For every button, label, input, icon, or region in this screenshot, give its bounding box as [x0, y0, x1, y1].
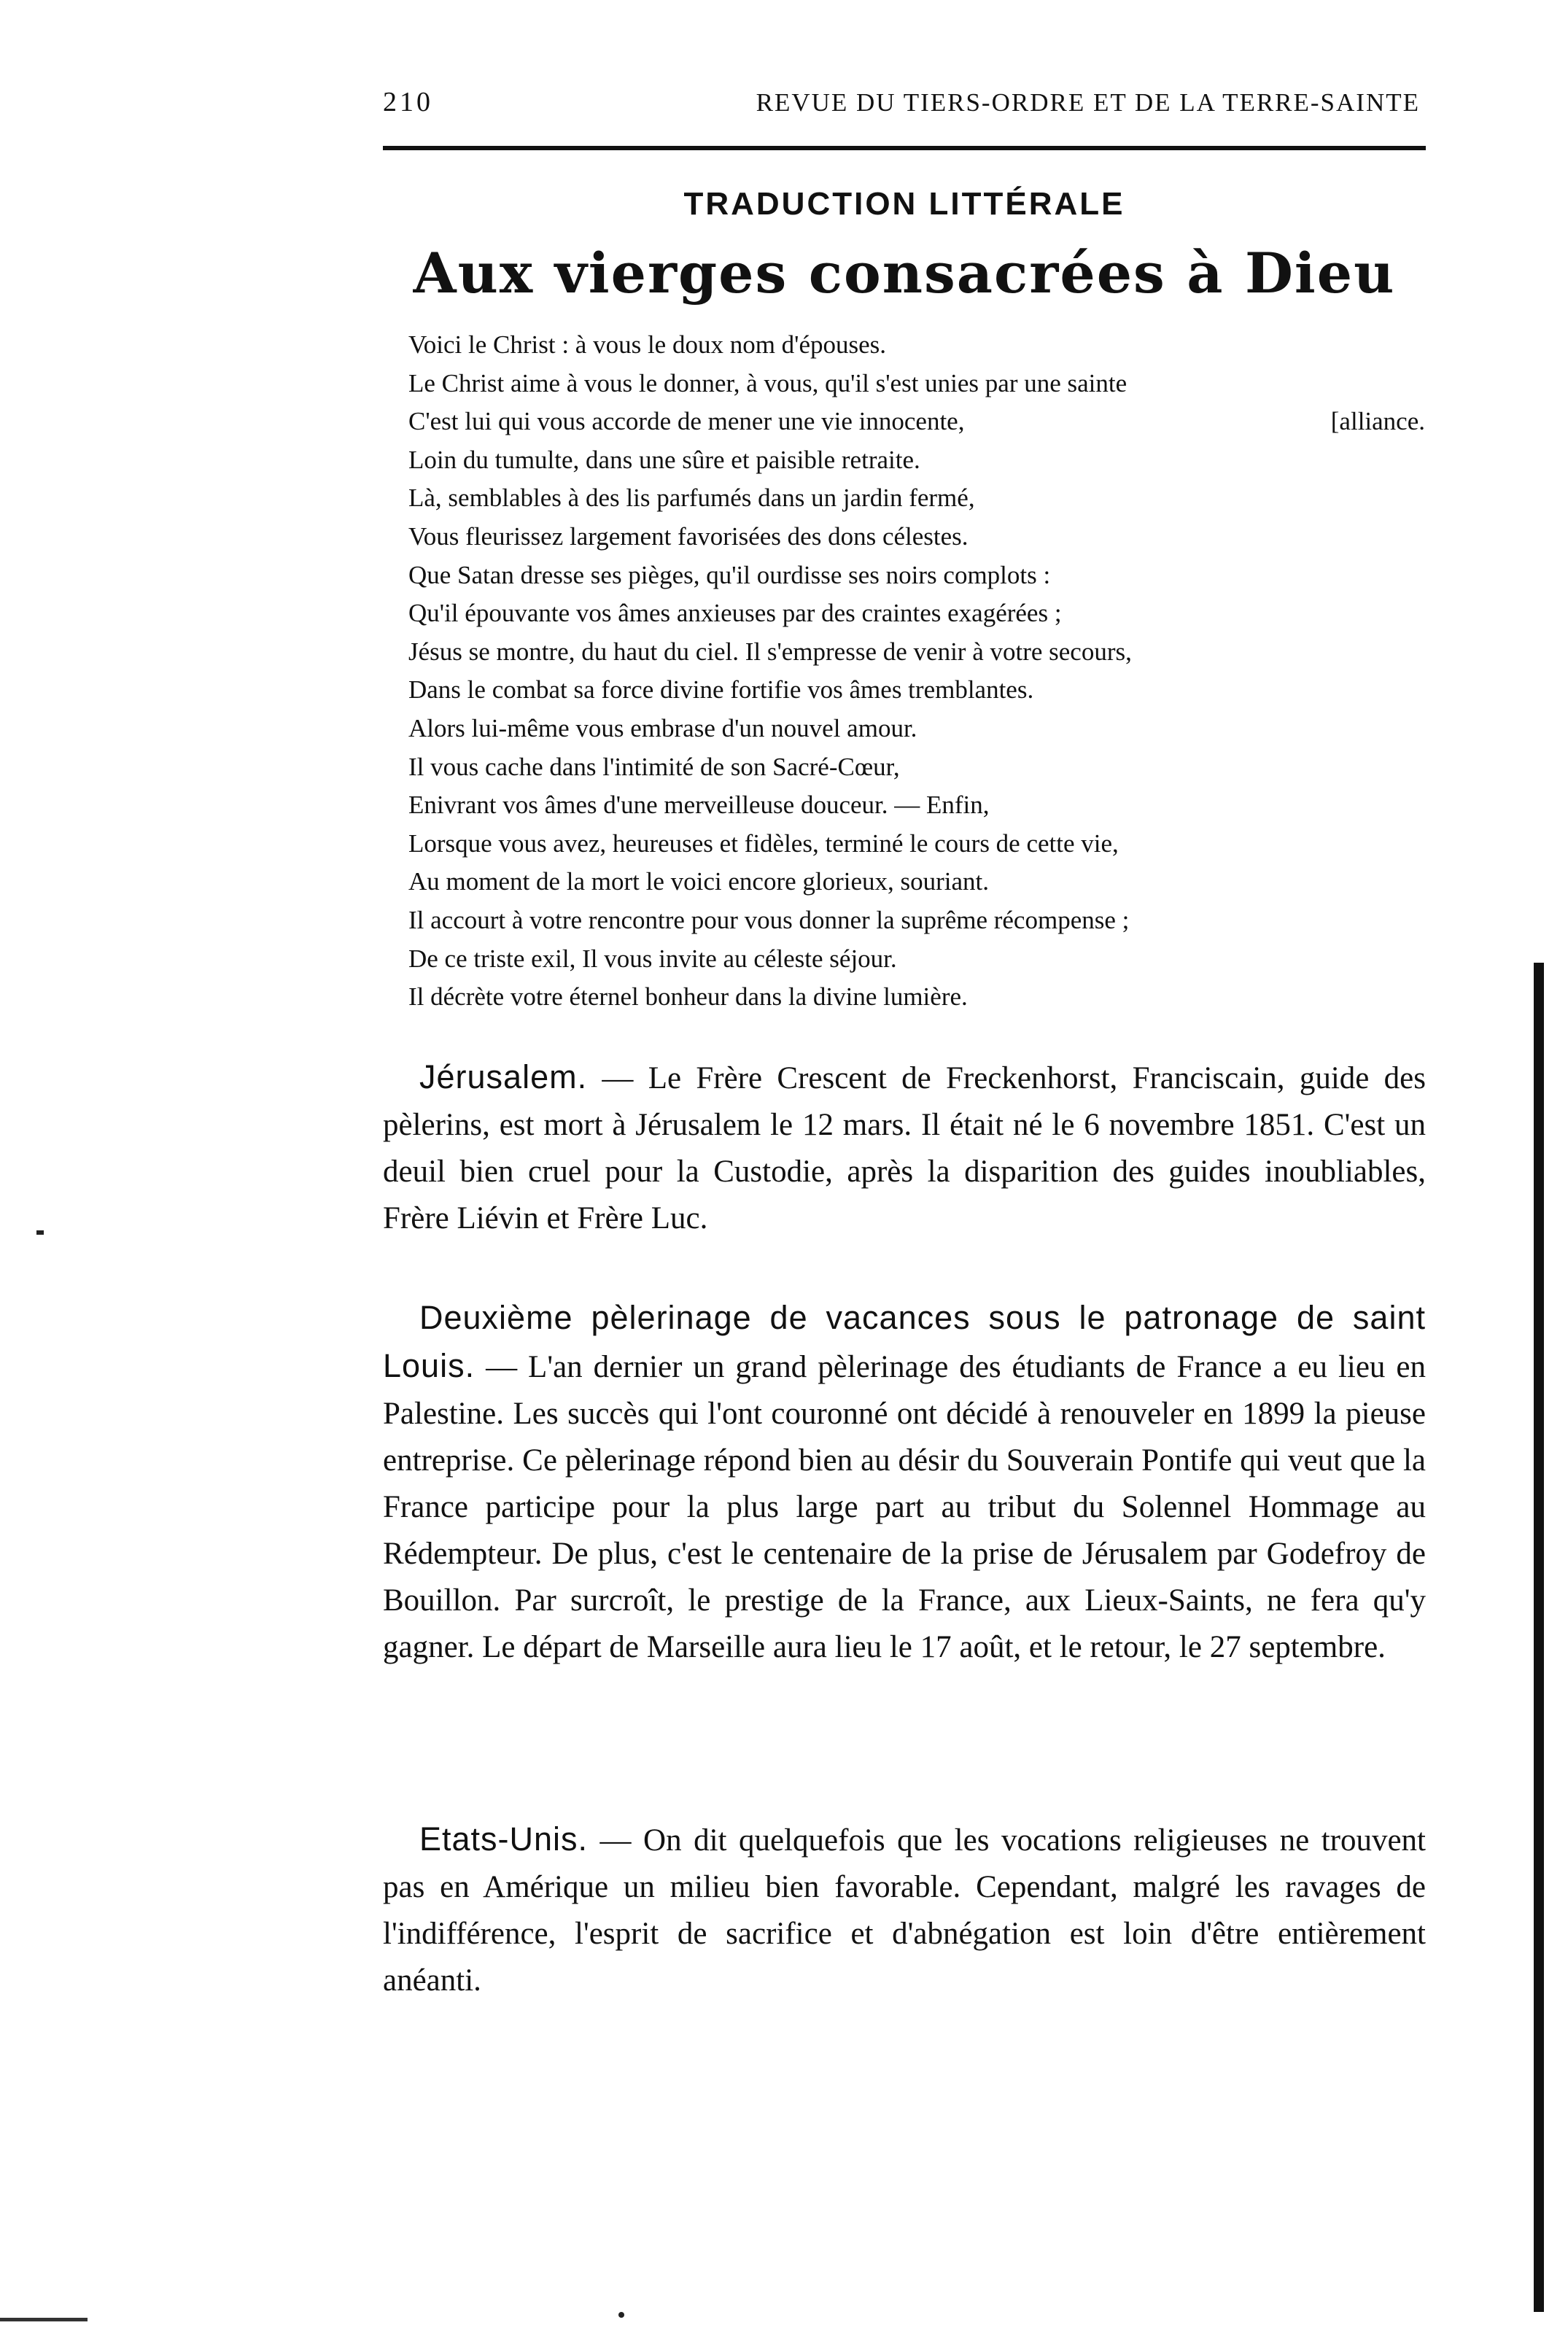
poem-line: Il vous cache dans l'intimité de son Sacré-Cœur, [408, 752, 900, 781]
poem-line-text: C'est lui qui vous accorde de mener une vie innocente, [408, 407, 965, 436]
poem-line: Que Satan dresse ses pièges, qu'il ourdisse ses noirs complots : [408, 560, 1051, 589]
news-item-lead: Jérusalem. [419, 1058, 588, 1095]
section-heading: TRADUCTION LITTÉRALE [683, 186, 1125, 222]
scan-smudge [0, 2318, 88, 2321]
news-item-united-states [383, 1816, 1426, 2004]
poem-line: Le Christ aime à vous le donner, à vous, qu'il s'est unies par une sainte [408, 368, 1128, 397]
poem-line: Qu'il épouvante vos âmes anxieuses par des craintes exagérées ; [408, 599, 1062, 628]
poem-line: Jésus se montre, du haut du ciel. Il s'empresse de venir à votre secours, [408, 637, 1132, 666]
poem-title: Aux vierges consacrées à Dieu [413, 241, 1396, 306]
news-item-pilgrimage [383, 1295, 1426, 1671]
poem-line: Il accourt à votre rencontre pour vous donner la suprême récompense ; [408, 905, 1130, 934]
page-number: 210 [383, 87, 433, 117]
poem [408, 326, 1429, 1017]
poem-line: Loin du tumulte, dans une sûre et paisible retraite. [408, 445, 920, 474]
news-item-jerusalem [383, 1054, 1426, 1242]
scan-speck [618, 2312, 624, 2318]
running-title: REVUE DU TIERS-ORDRE ET DE LA TERRE-SAINTE [756, 88, 1420, 117]
poem-line: Voici le Christ : à vous le doux nom d'épouses. [408, 330, 887, 359]
poem-line [408, 403, 1429, 441]
poem-line: Alors lui-même vous embrase d'un nouvel amour. [408, 713, 917, 742]
poem-line: Enivrant vos âmes d'une merveilleuse douceur. — Enfin, [408, 791, 990, 820]
poem-line: Lorsque vous avez, heureuses et fidèles, terminé le cours de cette vie, [408, 829, 1119, 858]
poem-line: Là, semblables à des lis parfumés dans un jardin fermé, [408, 484, 975, 513]
news-item-text: — L'an dernier un grand pèlerinage des étudiants de France a eu lieu en Palestine. Les succès qui l'ont couronné ont décidé à renouveler en 1899 la pieuse entreprise. Ce pèlerinage répond bien au désir du Souverain Pontife qui veut que la France participe pour la plus large part au tribut du Solennel Hommage au Rédempteur. De plus, c'est le centenaire de la prise de Jérusalem par Godefroy de Bouillon. Par surcroît, le prestige de la France, aux Lieux-Saints, ne fera qu'y gagner. Le départ de Marseille aura lieu le 17 août, et le retour, le 27 septembre. [383, 1350, 1426, 1664]
news-item-lead: Deuxième pèlerinage de vacances sous le patronage de saint Louis. [383, 1299, 1426, 1384]
running-header [383, 86, 1426, 123]
poem-line: Vous fleurissez largement favorisées des dons célestes. [408, 521, 969, 551]
poem-line: De ce triste exil, Il vous invite au céleste séjour. [408, 944, 897, 973]
page-edge-shadow [1534, 963, 1544, 2312]
margin-mark [36, 1230, 44, 1235]
news-item-text: — On dit quelquefois que les vocations religieuses ne trouvent pas en Amérique un milieu bien favorable. Cependant, malgré les ravages de l'indifférence, l'esprit de sacrifice et d'abnégation est loin d'être entièrement anéanti. [383, 1823, 1426, 1998]
poem-line: Dans le combat sa force divine fortifie vos âmes tremblantes. [408, 675, 1034, 705]
header-rule [383, 146, 1426, 150]
poem-line-continuation: [alliance. [1330, 407, 1425, 436]
poem-line: Au moment de la mort le voici encore glorieux, souriant. [408, 867, 990, 896]
news-item-text: — Le Frère Crescent de Freckenhorst, Franciscain, guide des pèlerins, est mort à Jérusalem le 12 mars. Il était né le 6 novembre 1851. C'est un deuil bien cruel pour la Custodie, après la disparition des guides inoubliables, Frère Liévin et Frère Luc. [383, 1061, 1426, 1235]
news-item-lead: Etats-Unis. [419, 1820, 589, 1858]
poem-line: Il décrète votre éternel bonheur dans la divine lumière. [408, 982, 968, 1012]
